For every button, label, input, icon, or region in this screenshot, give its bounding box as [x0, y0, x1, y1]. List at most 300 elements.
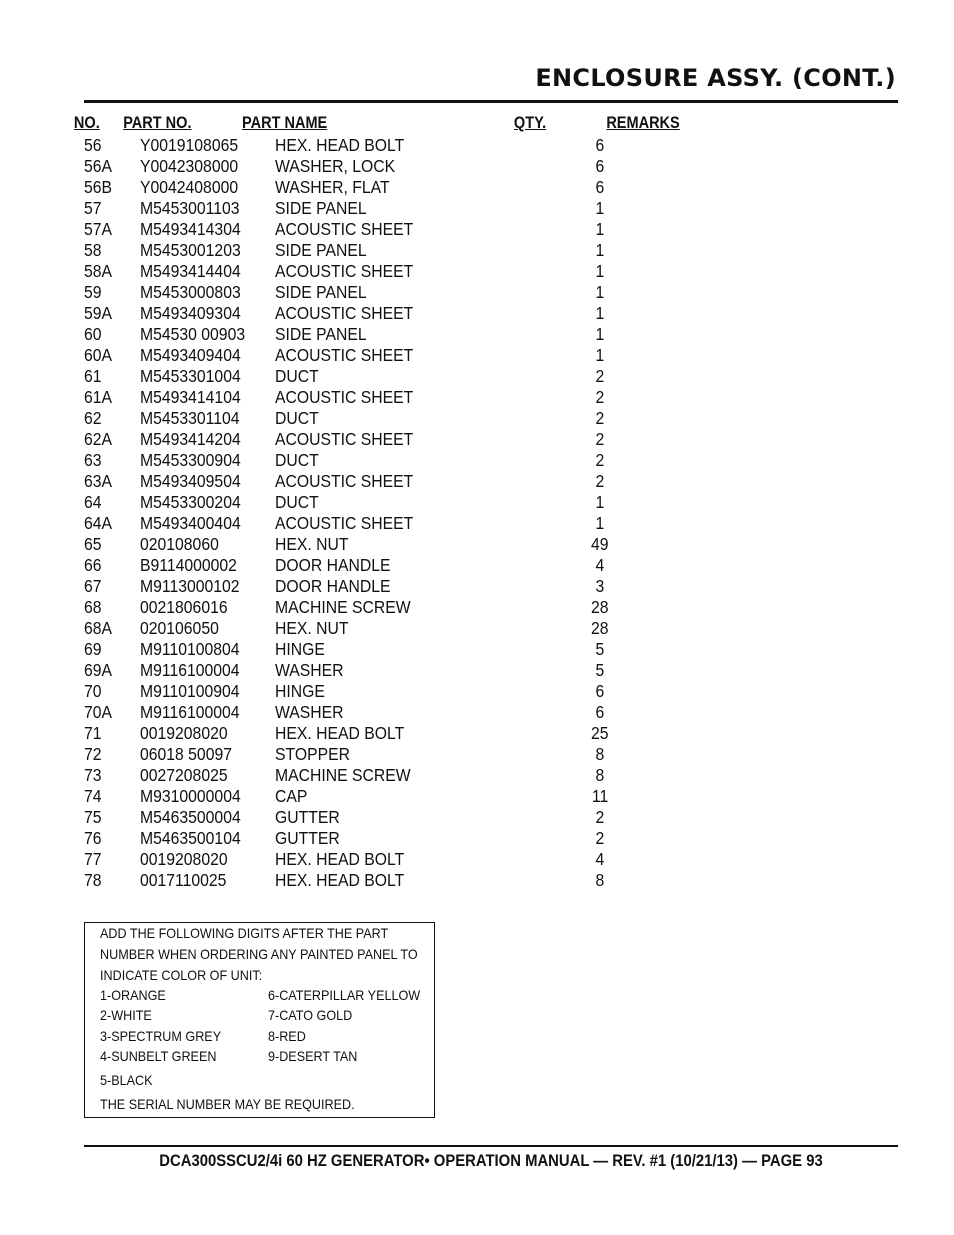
- qty-cell-text: 2: [595, 828, 605, 848]
- part-name-cell-text: MACHINE SCREW: [275, 597, 411, 617]
- qty-cell-text: 2: [595, 807, 605, 827]
- part-no-cell: [140, 135, 249, 156]
- part-number-index-text: 76: [84, 828, 102, 848]
- part-no-cell: [140, 702, 251, 723]
- part-no-cell-text: M9116100004: [140, 660, 240, 680]
- part-number-index: [84, 492, 103, 513]
- part-number-index: [84, 639, 103, 660]
- part-number-index: [84, 513, 115, 534]
- part-no-cell: [140, 618, 228, 639]
- qty-cell: [578, 681, 622, 702]
- qty-cell-text: 2: [595, 366, 605, 386]
- part-name-cell: [275, 450, 324, 471]
- part-number-index-text: 62A: [84, 429, 113, 449]
- part-no-cell: [140, 513, 252, 534]
- qty-cell: [578, 534, 622, 555]
- part-name-cell: [275, 702, 351, 723]
- part-name-cell-text: HEX. NUT: [275, 534, 349, 554]
- qty-cell-text: 28: [591, 597, 609, 617]
- table-row: [0, 765, 954, 786]
- part-no-cell-text: 0021806016: [140, 597, 228, 617]
- header-part-name: PART NAME: [242, 114, 328, 132]
- part-no-cell: [140, 303, 252, 324]
- part-name-cell-text: ACOUSTIC SHEET: [275, 219, 414, 239]
- part-name-cell: [275, 471, 429, 492]
- serial-number-note: THE SERIAL NUMBER MAY BE REQUIRED.: [100, 1096, 355, 1112]
- part-number-index: [84, 282, 103, 303]
- part-number-index: [84, 660, 115, 681]
- part-number-index: [84, 849, 103, 870]
- table-row: [0, 723, 954, 744]
- part-number-index-text: 58A: [84, 261, 113, 281]
- qty-cell-text: 1: [595, 492, 605, 512]
- part-no-cell: [140, 282, 252, 303]
- table-row: [0, 513, 954, 534]
- part-name-cell: [275, 240, 377, 261]
- part-number-index: [84, 471, 115, 492]
- part-no-cell-text: 020108060: [140, 534, 219, 554]
- qty-cell: [578, 660, 622, 681]
- table-row: [0, 345, 954, 366]
- qty-cell-text: 4: [595, 555, 605, 575]
- part-name-cell-text: HEX. NUT: [275, 618, 349, 638]
- footer-divider: [84, 1145, 898, 1147]
- part-name-cell: [275, 534, 357, 555]
- table-row: [0, 807, 954, 828]
- part-no-cell: [140, 408, 251, 429]
- part-no-cell-text: M5453300204: [140, 492, 241, 512]
- part-number-index-text: 73: [84, 765, 102, 785]
- qty-cell-text: 2: [595, 429, 605, 449]
- part-number-index: [84, 219, 115, 240]
- table-row: [0, 618, 954, 639]
- part-name-cell-text: DUCT: [275, 366, 319, 386]
- part-number-index-text: 59: [84, 282, 102, 302]
- table-row: [0, 786, 954, 807]
- part-name-cell: [275, 786, 311, 807]
- part-no-cell: [140, 744, 242, 765]
- part-no-cell: [140, 723, 237, 744]
- qty-cell-text: 25: [591, 723, 609, 743]
- qty-cell: [578, 156, 622, 177]
- part-number-index-text: 68A: [84, 618, 113, 638]
- color-code: 8-RED: [268, 1028, 306, 1044]
- qty-cell-text: 1: [595, 219, 605, 239]
- header-part-no: PART NO.: [123, 114, 192, 132]
- part-number-index-text: 61A: [84, 387, 113, 407]
- qty-cell: [578, 744, 622, 765]
- part-number-index-text: 56A: [84, 156, 113, 176]
- part-name-cell-text: SIDE PANEL: [275, 282, 367, 302]
- part-name-cell: [275, 324, 377, 345]
- part-name-cell: [275, 555, 403, 576]
- part-number-index-text: 64: [84, 492, 102, 512]
- qty-cell: [578, 870, 622, 891]
- table-row: [0, 240, 954, 261]
- qty-cell-text: 1: [595, 303, 605, 323]
- part-number-index: [84, 723, 103, 744]
- table-row: [0, 597, 954, 618]
- part-no-cell-text: M5493409404: [140, 345, 241, 365]
- part-number-index: [84, 177, 115, 198]
- part-number-index: [84, 198, 103, 219]
- part-name-cell-text: HINGE: [275, 639, 325, 659]
- title-divider: [84, 100, 898, 103]
- part-no-cell-text: M5453300904: [140, 450, 241, 470]
- part-name-cell-text: ACOUSTIC SHEET: [275, 303, 414, 323]
- page-footer: DCA300SSCU2/4i 60 HZ GENERATOR• OPERATION MANUAL — REV. #1 (10/21/13) — PAGE 93: [159, 1152, 823, 1170]
- qty-cell: [578, 702, 622, 723]
- part-number-index: [84, 156, 115, 177]
- qty-cell: [578, 807, 622, 828]
- qty-cell-text: 8: [595, 744, 605, 764]
- part-number-index-text: 60: [84, 324, 102, 344]
- part-name-cell-text: WASHER: [275, 660, 344, 680]
- part-no-cell-text: 06018 50097: [140, 744, 232, 764]
- part-name-cell-text: GUTTER: [275, 807, 340, 827]
- part-no-cell: [140, 219, 252, 240]
- table-row: [0, 450, 954, 471]
- part-number-index: [84, 303, 115, 324]
- part-no-cell: [140, 660, 251, 681]
- part-no-cell: [140, 156, 249, 177]
- part-number-index: [84, 765, 103, 786]
- part-name-cell-text: ACOUSTIC SHEET: [275, 345, 414, 365]
- qty-cell-text: 1: [595, 240, 605, 260]
- part-no-cell-text: 0027208025: [140, 765, 228, 785]
- table-row: [0, 849, 954, 870]
- qty-cell: [578, 324, 622, 345]
- part-number-index-text: 72: [84, 744, 102, 764]
- part-no-cell-text: M5463500104: [140, 828, 241, 848]
- qty-cell: [578, 576, 622, 597]
- part-no-cell-text: 0019208020: [140, 723, 228, 743]
- qty-cell-text: 6: [595, 681, 605, 701]
- part-no-cell-text: M9116100004: [140, 702, 240, 722]
- color-code: 4-SUNBELT GREEN: [100, 1048, 217, 1064]
- qty-cell-text: 1: [595, 282, 605, 302]
- part-no-cell-text: M5493400404: [140, 513, 241, 533]
- part-name-cell-text: DOOR HANDLE: [275, 555, 391, 575]
- qty-cell: [578, 429, 622, 450]
- table-row: [0, 135, 954, 156]
- part-number-index-text: 59A: [84, 303, 113, 323]
- header-qty: QTY.: [513, 114, 547, 132]
- qty-cell: [578, 471, 622, 492]
- part-name-cell: [275, 849, 419, 870]
- qty-cell-text: 3: [595, 576, 605, 596]
- qty-cell-text: 8: [595, 765, 605, 785]
- part-name-cell-text: GUTTER: [275, 828, 340, 848]
- part-no-cell-text: Y0042408000: [140, 177, 239, 197]
- part-name-cell-text: DUCT: [275, 492, 319, 512]
- qty-cell-text: 6: [595, 156, 605, 176]
- table-header: [0, 114, 840, 135]
- part-no-cell-text: M5493409304: [140, 303, 241, 323]
- part-name-cell: [275, 345, 429, 366]
- part-number-index-text: 75: [84, 807, 102, 827]
- part-number-index: [84, 828, 103, 849]
- part-no-cell: [140, 870, 236, 891]
- part-no-cell: [140, 345, 252, 366]
- table-row: [0, 282, 954, 303]
- table-row: [0, 492, 954, 513]
- part-no-cell-text: M5453301004: [140, 366, 241, 386]
- table-row: [0, 198, 954, 219]
- part-name-cell: [275, 576, 403, 597]
- part-name-cell: [275, 408, 324, 429]
- part-name-cell-text: DUCT: [275, 408, 319, 428]
- part-number-index-text: 70A: [84, 702, 113, 722]
- qty-cell: [578, 639, 622, 660]
- note-line: ADD THE FOLLOWING DIGITS AFTER THE PART: [100, 925, 389, 941]
- part-name-cell: [275, 261, 429, 282]
- qty-cell-text: 1: [595, 345, 605, 365]
- part-no-cell-text: M9113000102: [140, 576, 240, 596]
- part-name-cell: [275, 177, 402, 198]
- part-name-cell: [275, 870, 419, 891]
- part-name-cell-text: SIDE PANEL: [275, 324, 367, 344]
- part-no-cell: [140, 597, 237, 618]
- part-number-index: [84, 702, 115, 723]
- part-name-cell-text: SIDE PANEL: [275, 198, 367, 218]
- part-no-cell-text: M5493414204: [140, 429, 241, 449]
- part-no-cell: [140, 177, 249, 198]
- part-name-cell: [275, 156, 409, 177]
- part-no-cell: [140, 555, 248, 576]
- part-number-index-text: 57A: [84, 219, 113, 239]
- part-name-cell: [275, 387, 429, 408]
- qty-cell-text: 2: [595, 450, 605, 470]
- qty-cell: [578, 345, 622, 366]
- part-number-index-text: 56: [84, 135, 102, 155]
- part-number-index: [84, 324, 103, 345]
- table-row: [0, 219, 954, 240]
- part-number-index: [84, 534, 103, 555]
- note-line: INDICATE COLOR OF UNIT:: [100, 967, 263, 983]
- part-name-cell-text: ACOUSTIC SHEET: [275, 513, 414, 533]
- part-number-index: [84, 618, 115, 639]
- part-number-index-text: 63: [84, 450, 102, 470]
- part-name-cell-text: CAP: [275, 786, 308, 806]
- part-number-index: [84, 240, 103, 261]
- table-row: [0, 639, 954, 660]
- part-no-cell: [140, 681, 251, 702]
- part-no-cell-text: M9110100904: [140, 681, 240, 701]
- part-no-cell: [140, 807, 252, 828]
- part-name-cell: [275, 639, 330, 660]
- part-number-index: [84, 135, 103, 156]
- qty-cell-text: 6: [595, 135, 605, 155]
- part-no-cell-text: M5453000803: [140, 282, 241, 302]
- part-name-cell: [275, 282, 377, 303]
- qty-cell: [578, 177, 622, 198]
- qty-cell: [578, 618, 622, 639]
- table-row: [0, 261, 954, 282]
- part-number-index: [84, 261, 115, 282]
- part-no-cell: [140, 471, 252, 492]
- part-name-cell: [275, 492, 324, 513]
- part-number-index: [84, 429, 115, 450]
- qty-cell: [578, 219, 622, 240]
- qty-cell: [578, 765, 622, 786]
- part-name-cell: [275, 429, 429, 450]
- part-no-cell: [140, 198, 251, 219]
- part-no-cell-text: M5493414104: [140, 387, 241, 407]
- qty-cell: [578, 849, 622, 870]
- color-code: 1-ORANGE: [100, 987, 166, 1003]
- part-no-cell: [140, 387, 252, 408]
- part-no-cell-text: M5453301104: [140, 408, 240, 428]
- qty-cell-text: 5: [595, 639, 605, 659]
- qty-cell-text: 2: [595, 408, 605, 428]
- paint-color-note: [84, 922, 435, 1118]
- part-no-cell: [140, 429, 252, 450]
- color-code: 3-SPECTRUM GREY: [100, 1028, 222, 1044]
- part-number-index-text: 66: [84, 555, 102, 575]
- note-line: NUMBER WHEN ORDERING ANY PAINTED PANEL TO: [100, 946, 418, 962]
- qty-cell: [578, 408, 622, 429]
- part-name-cell-text: ACOUSTIC SHEET: [275, 471, 414, 491]
- part-no-cell-text: M54530 00903: [140, 324, 246, 344]
- table-row: [0, 471, 954, 492]
- part-no-cell-text: M9110100804: [140, 639, 240, 659]
- part-no-cell: [140, 240, 252, 261]
- qty-cell: [578, 723, 622, 744]
- part-no-cell-text: Y0042308000: [140, 156, 239, 176]
- part-no-cell-text: B9114000002: [140, 555, 237, 575]
- part-no-cell: [140, 576, 251, 597]
- part-name-cell: [275, 723, 419, 744]
- part-number-index: [84, 366, 103, 387]
- qty-cell-text: 1: [595, 513, 605, 533]
- color-code: 9-DESERT TAN: [268, 1048, 358, 1064]
- part-name-cell: [275, 681, 330, 702]
- part-number-index-text: 61: [84, 366, 102, 386]
- part-number-index-text: 77: [84, 849, 102, 869]
- color-code: 7-CATO GOLD: [268, 1007, 353, 1023]
- table-row: [0, 702, 954, 723]
- table-row: [0, 303, 954, 324]
- part-name-cell: [275, 513, 429, 534]
- qty-cell-text: 28: [591, 618, 609, 638]
- qty-cell-text: 1: [595, 261, 605, 281]
- part-number-index-text: 63A: [84, 471, 113, 491]
- part-number-index-text: 56B: [84, 177, 113, 197]
- part-number-index-text: 74: [84, 786, 102, 806]
- part-name-cell: [275, 807, 347, 828]
- part-name-cell: [275, 765, 426, 786]
- header-no: NO.: [73, 114, 100, 132]
- table-row: [0, 681, 954, 702]
- part-no-cell: [140, 639, 251, 660]
- qty-cell: [578, 282, 622, 303]
- qty-cell: [578, 135, 622, 156]
- part-number-index: [84, 387, 115, 408]
- part-no-cell: [140, 366, 252, 387]
- part-name-cell: [275, 618, 357, 639]
- part-number-index: [84, 555, 103, 576]
- part-number-index-text: 60A: [84, 345, 113, 365]
- color-code: 2-WHITE: [100, 1007, 152, 1023]
- qty-cell: [578, 492, 622, 513]
- part-no-cell: [140, 534, 228, 555]
- part-number-index-text: 78: [84, 870, 102, 890]
- qty-cell-text: 1: [595, 198, 605, 218]
- part-name-cell-text: HEX. HEAD BOLT: [275, 870, 405, 890]
- table-row: [0, 324, 954, 345]
- part-name-cell-text: HEX. HEAD BOLT: [275, 723, 405, 743]
- part-number-index: [84, 681, 103, 702]
- part-name-cell-text: ACOUSTIC SHEET: [275, 387, 414, 407]
- part-number-index: [84, 450, 103, 471]
- color-code: 5-BLACK: [100, 1072, 153, 1088]
- table-row: [0, 555, 954, 576]
- part-no-cell: [140, 786, 252, 807]
- part-no-cell: [140, 765, 237, 786]
- part-no-cell: [140, 492, 252, 513]
- part-name-cell: [275, 135, 419, 156]
- part-name-cell-text: WASHER, LOCK: [275, 156, 396, 176]
- qty-cell-text: 11: [591, 786, 609, 806]
- part-number-index: [84, 597, 103, 618]
- part-number-index: [84, 786, 103, 807]
- qty-cell: [578, 303, 622, 324]
- qty-cell: [578, 198, 622, 219]
- part-name-cell: [275, 219, 429, 240]
- part-name-cell: [275, 660, 351, 681]
- part-no-cell-text: M5493409504: [140, 471, 241, 491]
- part-name-cell: [275, 303, 429, 324]
- qty-cell-text: 2: [595, 387, 605, 407]
- qty-cell: [578, 555, 622, 576]
- table-row: [0, 429, 954, 450]
- part-no-cell-text: 020106050: [140, 618, 219, 638]
- part-number-index: [84, 870, 103, 891]
- table-row: [0, 156, 954, 177]
- part-no-cell: [140, 828, 252, 849]
- part-number-index-text: 62: [84, 408, 102, 428]
- part-name-cell-text: HEX. HEAD BOLT: [275, 135, 405, 155]
- part-number-index: [84, 744, 103, 765]
- part-no-cell-text: M5463500004: [140, 807, 241, 827]
- part-number-index: [84, 807, 103, 828]
- part-name-cell-text: MACHINE SCREW: [275, 765, 411, 785]
- qty-cell-text: 5: [595, 660, 605, 680]
- part-number-index-text: 65: [84, 534, 102, 554]
- table-row: [0, 366, 954, 387]
- table-row: [0, 870, 954, 891]
- part-name-cell-text: STOPPER: [275, 744, 350, 764]
- part-number-index-text: 71: [84, 723, 102, 743]
- part-name-cell-text: DUCT: [275, 450, 319, 470]
- part-number-index: [84, 408, 103, 429]
- part-name-cell-text: ACOUSTIC SHEET: [275, 429, 414, 449]
- part-no-cell-text: 0017110025: [140, 870, 227, 890]
- qty-cell: [578, 366, 622, 387]
- qty-cell-text: 6: [595, 702, 605, 722]
- qty-cell: [578, 513, 622, 534]
- table-row: [0, 576, 954, 597]
- part-number-index-text: 57: [84, 198, 102, 218]
- part-name-cell: [275, 198, 377, 219]
- part-no-cell-text: Y0019108065: [140, 135, 239, 155]
- table-row: [0, 534, 954, 555]
- part-number-index-text: 68: [84, 597, 102, 617]
- header-remarks: REMARKS: [606, 114, 680, 132]
- qty-cell: [578, 597, 622, 618]
- part-no-cell: [140, 261, 252, 282]
